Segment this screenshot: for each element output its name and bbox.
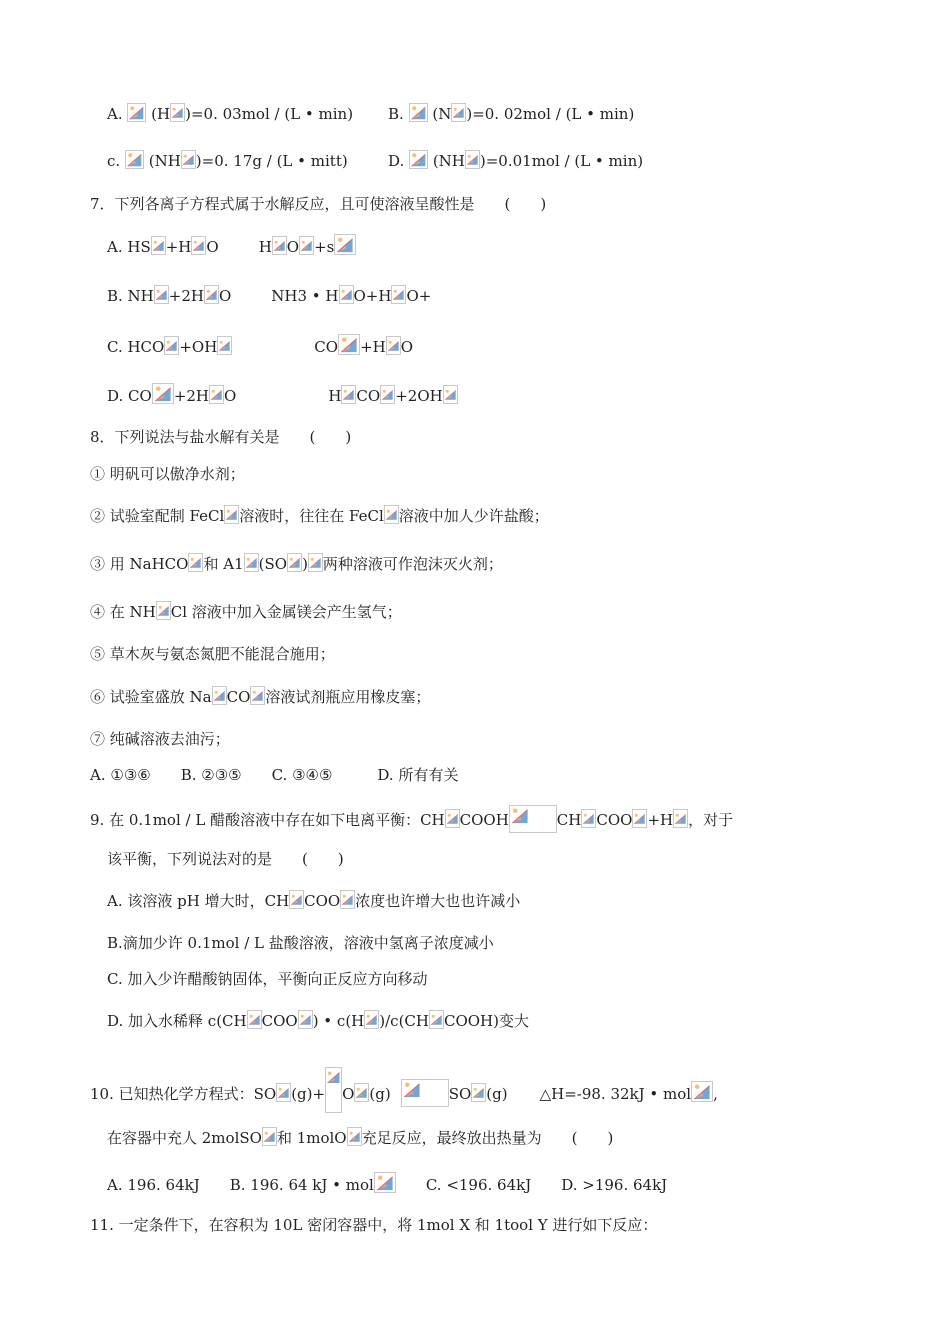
broken-image-icon: [380, 385, 395, 404]
broken-image-icon: [272, 236, 287, 255]
q10-stem-cont: 在容器中充人 2molSO 和 1molO 充足反应，最终放出热量为 ( ): [107, 1129, 614, 1147]
q9-option-c: C. 加入少许醋酸钠固体，平衡向正反应方向移动: [107, 970, 428, 988]
q9-option-a: A. 该溶液 pH 增大时，CH COO 浓度也许增大也也许减小: [107, 892, 521, 910]
broken-image-icon: [386, 336, 401, 355]
broken-image-icon: [224, 505, 239, 524]
broken-image-icon: [247, 1010, 262, 1029]
broken-image-icon: [673, 809, 688, 828]
broken-image-icon: [364, 1010, 379, 1029]
q7-option-d: D. CO +2H O H CO +2OH: [107, 383, 458, 408]
q10-answers: A. 196. 64kJ B. 196. 64 kJ • mol C. <196. 64kJ D. >196. 64kJ: [107, 1172, 667, 1197]
broken-image-icon: [127, 103, 146, 122]
broken-image-icon: [445, 809, 460, 828]
broken-image-icon: [209, 385, 224, 404]
broken-image-icon: [188, 553, 203, 572]
broken-image-icon: [451, 103, 466, 122]
q8-item-4: ④ 在 NH Cl 溶液中加入金属镁会产生氢气；: [90, 603, 402, 621]
broken-image-icon: [354, 1083, 369, 1102]
broken-image-icon: [391, 285, 406, 304]
broken-image-icon: [125, 150, 144, 169]
broken-image-icon: [204, 285, 219, 304]
broken-image-icon: [340, 890, 355, 909]
equilibrium-arrow-image: [401, 1079, 449, 1107]
q6-option-b: B. (N )=0. 02mol / (L • min): [388, 105, 635, 123]
fraction-image: [325, 1067, 342, 1113]
broken-image-icon: [691, 1081, 713, 1102]
q8-item-7: ⑦ 纯碱溶液去油污；: [90, 730, 230, 748]
q8-item-6: ⑥ 试验室盛放 Na CO 溶液试剂瓶应用橡皮塞；: [90, 688, 431, 706]
broken-image-icon: [298, 1010, 313, 1029]
broken-image-icon: [154, 285, 169, 304]
q6-option-d: D. (NH )=0.01mol / (L • min): [388, 152, 644, 170]
broken-image-icon: [471, 1083, 486, 1102]
broken-image-icon: [151, 236, 166, 255]
equilibrium-arrow-image: [509, 805, 557, 833]
broken-image-icon: [289, 890, 304, 909]
broken-image-icon: [581, 809, 596, 828]
q8-item-5: ⑤ 草木灰与氨态氮肥不能混合施用；: [90, 645, 335, 663]
q9-stem-cont: 该平衡，下列说法对的是 ( ): [107, 850, 344, 868]
broken-image-icon: [212, 686, 227, 705]
broken-image-icon: [374, 1172, 396, 1193]
broken-image-icon: [170, 103, 185, 122]
broken-image-icon: [384, 505, 399, 524]
q11-stem: 11. 一定条件下，在容积为 10L 密闭容器中，将 1mol X 和 1tool Y 进行如下反应：: [90, 1216, 658, 1234]
broken-image-icon: [244, 553, 259, 572]
broken-image-icon: [217, 336, 232, 355]
q8-item-2: ② 试验室配制 FeCl 溶液时，往往在 FeCl 溶液中加人少许盐酸；: [90, 507, 549, 525]
q8-stem: 8．下列说法与盐水解有关是 ( ): [90, 428, 352, 446]
q9-stem: 9. 在 0.1mol / L 醋酸溶液中存在如下电离平衡：CH COOH CH COO +H ，对于: [90, 805, 733, 833]
broken-image-icon: [152, 383, 174, 404]
q9-option-b: B.滴加少许 0.1mol / L 盐酸溶液，溶液中氢离子浓度减小: [107, 934, 494, 952]
broken-image-icon: [632, 809, 647, 828]
broken-image-icon: [287, 553, 302, 572]
broken-image-icon: [262, 1127, 277, 1146]
q8-answers: A. ①③⑥ B. ②③⑤ C. ③④⑤ D. 所有有关: [90, 766, 459, 784]
q6-option-c: c. (NH )=0. 17g / (L • mitt): [107, 152, 348, 170]
broken-image-icon: [409, 103, 428, 122]
broken-image-icon: [465, 150, 480, 169]
broken-image-icon: [181, 150, 196, 169]
broken-image-icon: [347, 1127, 362, 1146]
broken-image-icon: [338, 334, 360, 355]
q7-option-a: A. HS +H O H O +s: [107, 234, 356, 259]
broken-image-icon: [341, 385, 356, 404]
broken-image-icon: [299, 236, 314, 255]
broken-image-icon: [191, 236, 206, 255]
broken-image-icon: [164, 336, 179, 355]
broken-image-icon: [409, 150, 428, 169]
broken-image-icon: [156, 601, 171, 620]
broken-image-icon: [250, 686, 265, 705]
broken-image-icon: [308, 553, 323, 572]
broken-image-icon: [339, 285, 354, 304]
broken-image-icon: [276, 1083, 291, 1102]
q7-option-b: B. NH +2H O NH3 • H O+H O+: [107, 287, 432, 305]
q10-stem: 10. 已知热化学方程式：SO (g)+ O (g) SO (g) △H=-98. 32kJ • mol ,: [90, 1067, 718, 1113]
broken-image-icon: [334, 234, 356, 255]
q7-stem: 7．下列各离子方程式属于水解反应，且可使溶液呈酸性是 ( ): [90, 195, 547, 213]
q9-option-d: D. 加入水稀释 c(CH COO ) • c(H )/c(CH COOH)变大: [107, 1012, 529, 1030]
q8-item-1: ① 明矾可以傲净水剂；: [90, 465, 245, 483]
q7-option-c: C. HCO +OH CO +H O: [107, 334, 413, 359]
q8-item-3: ③ 用 NaHCO 和 A1 (SO ) 两种溶液可作泡沫灭火剂；: [90, 555, 503, 573]
q6-option-a: A. (H )=0. 03mol / (L • min): [107, 105, 354, 123]
broken-image-icon: [443, 385, 458, 404]
broken-image-icon: [429, 1010, 444, 1029]
